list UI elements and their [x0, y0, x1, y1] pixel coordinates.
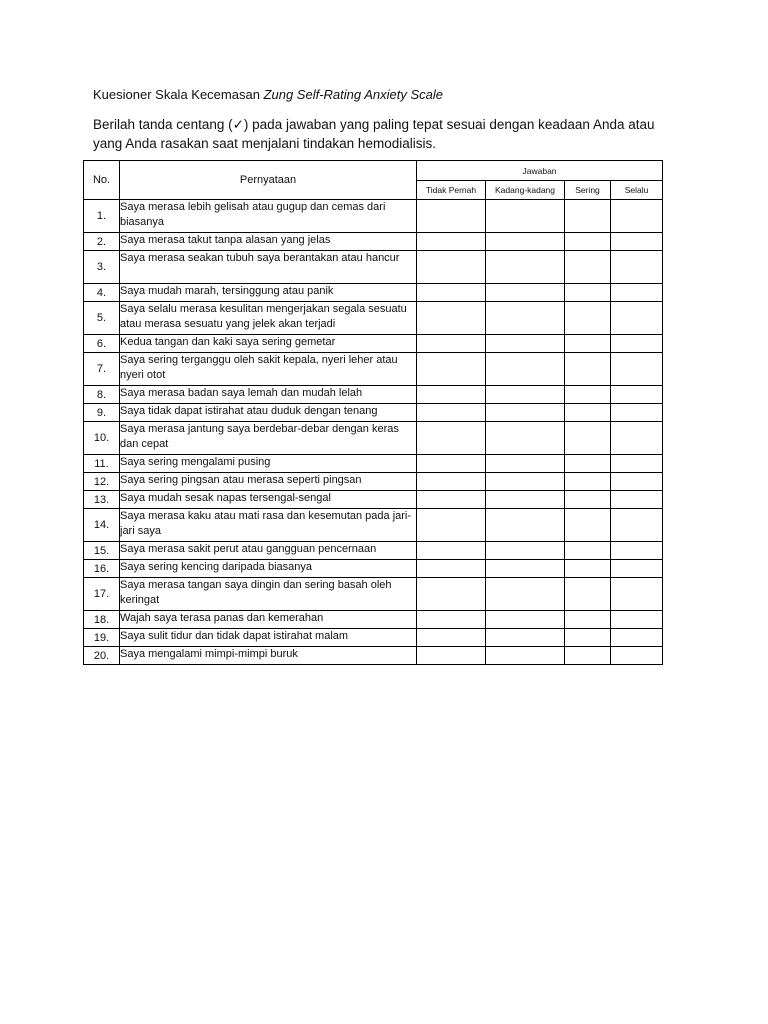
- answer-cell-sometimes[interactable]: [486, 353, 565, 386]
- answer-cell-often[interactable]: [565, 404, 611, 422]
- header-option-never: Tidak Pernah: [417, 181, 486, 200]
- answer-cell-sometimes[interactable]: [486, 233, 565, 251]
- table-row: [84, 233, 663, 251]
- row-number: 18.: [84, 611, 120, 629]
- table-row: [84, 629, 663, 647]
- answer-cell-always[interactable]: [611, 233, 663, 251]
- check-mark-icon: ✓: [232, 117, 244, 132]
- table-row: [84, 422, 663, 455]
- answer-cell-often[interactable]: [565, 302, 611, 335]
- row-number: 14.: [84, 509, 120, 542]
- row-number: 20.: [84, 647, 120, 665]
- answer-cell-often[interactable]: [565, 200, 611, 233]
- row-statement: Saya sulit tidur dan tidak dapat istirahat malam: [120, 629, 417, 647]
- table-row: [84, 200, 663, 233]
- row-statement: Saya merasa takut tanpa alasan yang jelas: [120, 233, 417, 251]
- answer-cell-sometimes[interactable]: [486, 560, 565, 578]
- header-option-often: Sering: [565, 181, 611, 200]
- row-number: 2.: [84, 233, 120, 251]
- answer-cell-often[interactable]: [565, 386, 611, 404]
- answer-cell-always[interactable]: [611, 509, 663, 542]
- row-statement: Saya merasa sakit perut atau gangguan pencernaan: [120, 542, 417, 560]
- answer-cell-always[interactable]: [611, 629, 663, 647]
- instruction-after: ) pada jawaban yang paling tepat sesuai dengan keadaan Anda atau yang Anda rasakan saat menjalani tindakan hemodialisis.: [93, 117, 655, 151]
- answer-cell-sometimes[interactable]: [486, 251, 565, 284]
- header-no: No.: [84, 161, 120, 200]
- title-scale-name: Zung Self-Rating Anxiety Scale: [263, 87, 443, 102]
- questionnaire-table: [83, 160, 663, 665]
- answer-cell-always[interactable]: [611, 611, 663, 629]
- answer-cell-never[interactable]: [417, 233, 486, 251]
- answer-cell-never[interactable]: [417, 509, 486, 542]
- answer-cell-often[interactable]: [565, 335, 611, 353]
- answer-cell-never[interactable]: [417, 422, 486, 455]
- header-statement: Pernyataan: [120, 161, 417, 200]
- row-statement: Wajah saya terasa panas dan kemerahan: [120, 611, 417, 629]
- table-row: [84, 509, 663, 542]
- answer-cell-always[interactable]: [611, 560, 663, 578]
- table-row: [84, 302, 663, 335]
- table-row: [84, 491, 663, 509]
- table-row: [84, 578, 663, 611]
- answer-cell-never[interactable]: [417, 455, 486, 473]
- answer-cell-often[interactable]: [565, 647, 611, 665]
- answer-cell-often[interactable]: [565, 353, 611, 386]
- answer-cell-often[interactable]: [565, 422, 611, 455]
- answer-cell-always[interactable]: [611, 422, 663, 455]
- answer-cell-never[interactable]: [417, 542, 486, 560]
- row-number: 1.: [84, 200, 120, 233]
- answer-cell-never[interactable]: [417, 560, 486, 578]
- row-number: 19.: [84, 629, 120, 647]
- questionnaire-rows: [84, 200, 663, 665]
- answer-cell-often[interactable]: [565, 542, 611, 560]
- header-option-sometimes: Kadang-kadang: [486, 181, 565, 200]
- answer-cell-often[interactable]: [565, 233, 611, 251]
- table-row: [84, 335, 663, 353]
- table-row: [84, 251, 663, 284]
- answer-cell-sometimes[interactable]: [486, 629, 565, 647]
- answer-cell-sometimes[interactable]: [486, 422, 565, 455]
- row-number: 6.: [84, 335, 120, 353]
- answer-cell-always[interactable]: [611, 251, 663, 284]
- answer-cell-often[interactable]: [565, 611, 611, 629]
- table-row: [84, 611, 663, 629]
- answer-cell-always[interactable]: [611, 404, 663, 422]
- answer-cell-never[interactable]: [417, 473, 486, 491]
- answer-cell-often[interactable]: [565, 473, 611, 491]
- row-number: 7.: [84, 353, 120, 386]
- row-statement: Saya merasa tangan saya dingin dan sering basah oleh keringat: [120, 578, 417, 611]
- answer-cell-always[interactable]: [611, 647, 663, 665]
- row-statement: Saya merasa seakan tubuh saya berantakan atau hancur: [120, 251, 417, 284]
- answer-cell-often[interactable]: [565, 455, 611, 473]
- answer-cell-sometimes[interactable]: [486, 491, 565, 509]
- answer-cell-often[interactable]: [565, 560, 611, 578]
- answer-cell-never[interactable]: [417, 404, 486, 422]
- row-statement: Saya tidak dapat istirahat atau duduk dengan tenang: [120, 404, 417, 422]
- answer-cell-sometimes[interactable]: [486, 284, 565, 302]
- answer-cell-often[interactable]: [565, 491, 611, 509]
- table-row: [84, 560, 663, 578]
- answer-cell-often[interactable]: [565, 284, 611, 302]
- page-title: [93, 87, 443, 103]
- row-statement: Saya sering pingsan atau merasa seperti pingsan: [120, 473, 417, 491]
- answer-cell-never[interactable]: [417, 284, 486, 302]
- table-row: [84, 455, 663, 473]
- answer-cell-often[interactable]: [565, 578, 611, 611]
- row-statement: Saya sering kencing daripada biasanya: [120, 560, 417, 578]
- table-row: [84, 473, 663, 491]
- row-statement: Saya mudah marah, tersinggung atau panik: [120, 284, 417, 302]
- answer-cell-never[interactable]: [417, 611, 486, 629]
- answer-cell-never[interactable]: [417, 335, 486, 353]
- row-statement: Saya merasa badan saya lemah dan mudah lelah: [120, 386, 417, 404]
- answer-cell-never[interactable]: [417, 353, 486, 386]
- row-number: 5.: [84, 302, 120, 335]
- header-answer-group: Jawaban: [417, 161, 663, 181]
- row-number: 8.: [84, 386, 120, 404]
- row-number: 9.: [84, 404, 120, 422]
- table-row: [84, 386, 663, 404]
- answer-cell-sometimes[interactable]: [486, 335, 565, 353]
- answer-cell-never[interactable]: [417, 386, 486, 404]
- row-number: 17.: [84, 578, 120, 611]
- answer-cell-sometimes[interactable]: [486, 386, 565, 404]
- answer-cell-sometimes[interactable]: [486, 200, 565, 233]
- answer-cell-never[interactable]: [417, 578, 486, 611]
- row-statement: Saya sering mengalami pusing: [120, 455, 417, 473]
- answer-cell-sometimes[interactable]: [486, 404, 565, 422]
- answer-cell-often[interactable]: [565, 509, 611, 542]
- answer-cell-never[interactable]: [417, 491, 486, 509]
- row-statement: Saya mengalami mimpi-mimpi buruk: [120, 647, 417, 665]
- table-row: [84, 353, 663, 386]
- table-row: [84, 542, 663, 560]
- row-statement: Kedua tangan dan kaki saya sering gemetar: [120, 335, 417, 353]
- answer-cell-often[interactable]: [565, 251, 611, 284]
- row-number: 4.: [84, 284, 120, 302]
- header-option-always: Selalu: [611, 181, 663, 200]
- answer-cell-always[interactable]: [611, 284, 663, 302]
- answer-cell-always[interactable]: [611, 491, 663, 509]
- answer-cell-always[interactable]: [611, 578, 663, 611]
- row-number: 12.: [84, 473, 120, 491]
- answer-cell-always[interactable]: [611, 386, 663, 404]
- answer-cell-always[interactable]: [611, 542, 663, 560]
- answer-cell-always[interactable]: [611, 473, 663, 491]
- table-row: [84, 284, 663, 302]
- row-number: 15.: [84, 542, 120, 560]
- answer-cell-sometimes[interactable]: [486, 542, 565, 560]
- row-statement: Saya merasa kaku atau mati rasa dan kesemutan pada jari-jari saya: [120, 509, 417, 542]
- answer-cell-always[interactable]: [611, 455, 663, 473]
- answer-cell-sometimes[interactable]: [486, 647, 565, 665]
- table-row: [84, 404, 663, 422]
- answer-cell-never[interactable]: [417, 629, 486, 647]
- answer-cell-never[interactable]: [417, 251, 486, 284]
- table-row: [84, 647, 663, 665]
- row-statement: Saya merasa lebih gelisah atau gugup dan cemas dari biasanya: [120, 200, 417, 233]
- answer-cell-sometimes[interactable]: [486, 455, 565, 473]
- answer-cell-always[interactable]: [611, 335, 663, 353]
- row-number: 11.: [84, 455, 120, 473]
- answer-cell-sometimes[interactable]: [486, 611, 565, 629]
- instruction-before: Berilah tanda centang (: [93, 117, 233, 132]
- answer-cell-often[interactable]: [565, 629, 611, 647]
- row-statement: Saya selalu merasa kesulitan mengerjakan segala sesuatu atau merasa sesuatu yang jelek akan terjadi: [120, 302, 417, 335]
- row-number: 3.: [84, 251, 120, 284]
- row-statement: Saya sering terganggu oleh sakit kepala, nyeri leher atau nyeri otot: [120, 353, 417, 386]
- row-number: 16.: [84, 560, 120, 578]
- answer-cell-never[interactable]: [417, 200, 486, 233]
- answer-cell-always[interactable]: [611, 353, 663, 386]
- answer-cell-sometimes[interactable]: [486, 578, 565, 611]
- row-statement: Saya mudah sesak napas tersengal-sengal: [120, 491, 417, 509]
- answer-cell-always[interactable]: [611, 200, 663, 233]
- answer-cell-never[interactable]: [417, 302, 486, 335]
- answer-cell-never[interactable]: [417, 647, 486, 665]
- instruction-text: [93, 115, 673, 153]
- title-prefix: Kuesioner Skala Kecemasan: [93, 87, 264, 102]
- row-statement: Saya merasa jantung saya berdebar-debar dengan keras dan cepat: [120, 422, 417, 455]
- answer-cell-sometimes[interactable]: [486, 509, 565, 542]
- answer-cell-always[interactable]: [611, 302, 663, 335]
- row-number: 10.: [84, 422, 120, 455]
- row-number: 13.: [84, 491, 120, 509]
- answer-cell-sometimes[interactable]: [486, 302, 565, 335]
- answer-cell-sometimes[interactable]: [486, 473, 565, 491]
